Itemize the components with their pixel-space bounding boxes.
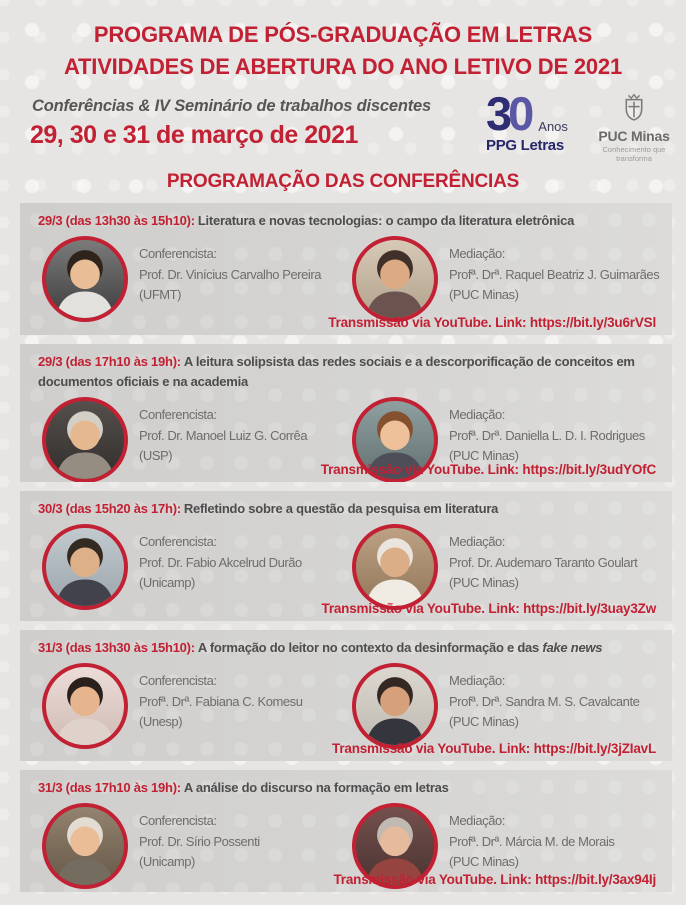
section-title: PROGRAMAÇÃO DAS CONFERÊNCIAS <box>166 171 520 192</box>
stream-link[interactable]: Transmissão via YouTube. Link: https://bit.ly/3ax94Ij <box>333 872 656 887</box>
puc-minas-logo <box>590 90 678 163</box>
session-header <box>20 203 672 231</box>
speaker <box>42 236 352 322</box>
session-title: Literatura e novas tecnologias: o campo da literatura eletrônica <box>197 213 575 228</box>
speaker-name: Prof. Dr. Fabio Akcelrud Durão <box>139 554 302 570</box>
speaker-name: Prof. Dr. Manoel Luiz G. Corrêa <box>139 427 308 443</box>
mediator-affiliation: (PUC Minas) <box>449 287 519 302</box>
ppg-digit-3: 3 <box>486 87 509 140</box>
session-datetime: 30/3 (das 15h20 às 17h): <box>38 501 181 516</box>
mediator-name: Profª. Drª. Márcia M. de Morais <box>449 833 615 849</box>
mediator-photo <box>352 524 438 610</box>
ppg-digit-0: 0 <box>508 87 535 140</box>
mediator <box>352 663 662 749</box>
ppg-letras-label: PPG Letras <box>486 137 564 154</box>
session-datetime: 31/3 (das 13h30 às 15h10): <box>38 640 195 655</box>
event-dates: 29, 30 e 31 de março de 2021 <box>30 121 358 149</box>
stream-link[interactable]: Transmissão via YouTube. Link: https://bit.ly/3jZIavL <box>332 741 656 756</box>
session-datetime: 29/3 (das 13h30 às 15h10): <box>38 213 195 228</box>
speaker-affiliation: (UFMT) <box>139 287 182 302</box>
speaker <box>42 803 352 889</box>
mediator-affiliation: (PUC Minas) <box>449 448 519 463</box>
mediator-label: Mediação: <box>449 673 505 688</box>
speaker <box>42 524 352 610</box>
session-datetime: 31/3 (das 17h10 às 19h): <box>38 780 181 795</box>
sessions-list <box>0 203 686 892</box>
mediator-photo <box>352 236 438 322</box>
speaker-photo <box>42 524 128 610</box>
mediator-name: Profª. Drª. Raquel Beatriz J. Guimarães <box>449 266 660 282</box>
stream-link[interactable]: Transmissão via YouTube. Link: https://bit.ly/3u6rVSl <box>328 315 656 330</box>
session-block-3 <box>20 491 672 621</box>
mediator-name: Prof. Dr. Audemaro Taranto Goulart <box>449 554 638 570</box>
speaker-label: Conferencista: <box>139 534 217 549</box>
mediator <box>352 236 662 322</box>
speaker-label: Conferencista: <box>139 813 217 828</box>
stream-link[interactable]: Transmissão via YouTube. Link: https://bit.ly/3uay3Zw <box>321 601 656 616</box>
speaker-name: Prof. Dr. Sírio Possenti <box>139 833 260 849</box>
mediator-affiliation: (PUC Minas) <box>449 575 519 590</box>
speaker-photo <box>42 663 128 749</box>
speaker-label: Conferencista: <box>139 407 217 422</box>
mediator-affiliation: (PUC Minas) <box>449 714 519 729</box>
mediator-name: Profª. Drª. Daniella L. D. I. Rodrigues <box>449 427 645 443</box>
speaker-photo <box>42 803 128 889</box>
page-title-line2: ATIVIDADES DE ABERTURA DO ANO LETIVO DE 2021 <box>64 54 622 79</box>
session-header <box>20 344 672 392</box>
mediator-name: Profª. Drª. Sandra M. S. Cavalcante <box>449 693 640 709</box>
speaker-label: Conferencista: <box>139 673 217 688</box>
mediator-label: Mediação: <box>449 246 505 261</box>
event-subtitle: Conferências & IV Seminário de trabalhos discentes <box>32 97 431 115</box>
speaker-label: Conferencista: <box>139 246 217 261</box>
session-title: A análise do discurso na formação em letras <box>183 780 449 795</box>
mediator-affiliation: (PUC Minas) <box>449 854 519 869</box>
speaker <box>42 397 352 482</box>
speaker <box>42 663 352 749</box>
speaker-affiliation: (Unicamp) <box>139 575 195 590</box>
stream-link[interactable]: Transmissão via YouTube. Link: https://bit.ly/3udYOfC <box>320 462 656 477</box>
speaker-photo <box>42 397 128 482</box>
ppg-anos-label: Anos <box>538 119 568 134</box>
speaker-name: Profª. Drª. Fabiana C. Komesu <box>139 693 303 709</box>
session-title: A formação do leitor no contexto da desinformação e das <box>197 640 543 655</box>
session-block-2 <box>20 344 672 482</box>
speaker-affiliation: (USP) <box>139 448 173 463</box>
session-block-1 <box>20 203 672 335</box>
session-people-row <box>20 663 672 749</box>
puc-tagline: Conhecimento que transforma <box>602 145 666 163</box>
puc-minas-label: PUC Minas <box>598 128 670 144</box>
session-people-row <box>20 524 672 610</box>
session-people-row <box>20 236 672 322</box>
session-header <box>20 770 672 798</box>
mediator-label: Mediação: <box>449 407 505 422</box>
session-block-5 <box>20 770 672 892</box>
puc-crest-icon <box>590 90 678 126</box>
session-header <box>20 491 672 519</box>
speaker-name: Prof. Dr. Vinícius Carvalho Pereira <box>139 266 321 282</box>
session-header <box>20 630 672 658</box>
ppg-30-number <box>486 87 590 140</box>
mediator-photo <box>352 663 438 749</box>
mediator <box>352 524 662 610</box>
session-block-4 <box>20 630 672 761</box>
mediator-label: Mediação: <box>449 813 505 828</box>
ppg-letras-30-anos-logo <box>486 87 590 154</box>
mediator-label: Mediação: <box>449 534 505 549</box>
speaker-affiliation: (Unicamp) <box>139 854 195 869</box>
speaker-photo <box>42 236 128 322</box>
session-title: Refletindo sobre a questão da pesquisa em literatura <box>183 501 499 516</box>
session-title: A leitura solipsista das redes sociais e a descorporificação de conceitos em documentos oficiais e na academia <box>38 354 635 389</box>
speaker-affiliation: (Unesp) <box>139 714 183 729</box>
session-title-italic: fake news <box>542 640 603 655</box>
poster-header <box>0 0 686 203</box>
session-datetime: 29/3 (das 17h10 às 19h): <box>38 354 181 369</box>
page-title-line1: PROGRAMA DE PÓS-GRADUAÇÃO EM LETRAS <box>93 22 593 47</box>
